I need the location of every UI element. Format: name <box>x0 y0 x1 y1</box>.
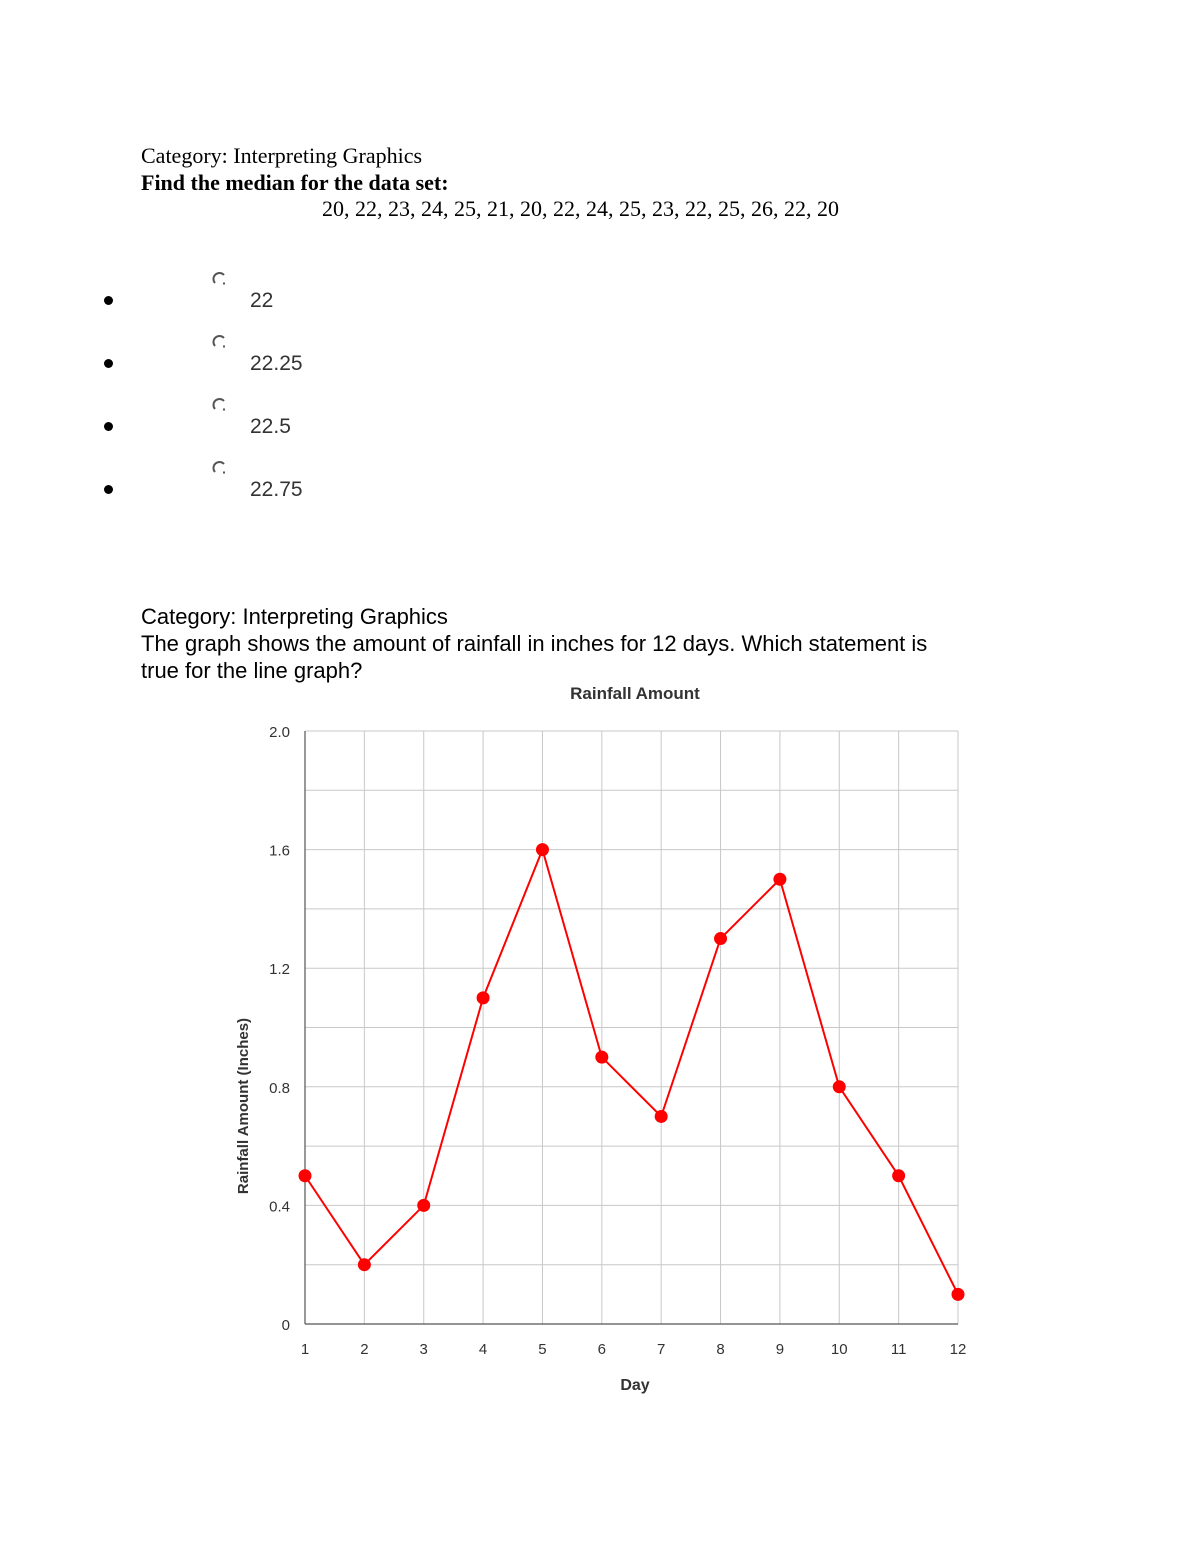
chart-grid <box>305 731 958 1324</box>
question-1-header <box>141 142 449 196</box>
y-axis-tick-labels <box>269 724 290 1334</box>
data-point <box>417 1199 430 1212</box>
y-tick-label: 0 <box>281 1317 290 1334</box>
bullet-icon <box>104 422 113 431</box>
answer-option-label: 22.25 <box>250 352 303 375</box>
data-point <box>536 843 549 856</box>
data-point <box>477 991 490 1004</box>
bullet-icon <box>104 485 113 494</box>
data-point <box>358 1258 371 1271</box>
radio-button-icon[interactable] <box>212 460 227 475</box>
x-tick-label: 6 <box>597 1341 606 1358</box>
x-tick-label: 4 <box>478 1341 488 1358</box>
radio-button-icon[interactable] <box>212 397 227 412</box>
x-tick-label: 3 <box>419 1341 428 1358</box>
question-2-category: Category: Interpreting Graphics <box>141 604 448 629</box>
data-point <box>299 1169 312 1182</box>
x-tick-label: 12 <box>949 1341 967 1358</box>
answer-option-label: 22.5 <box>250 415 291 438</box>
data-point <box>655 1110 668 1123</box>
x-axis-label: Day <box>620 1377 650 1394</box>
radio-button-icon[interactable] <box>212 271 227 286</box>
y-tick-label: 1.2 <box>269 961 290 979</box>
x-tick-label: 11 <box>890 1341 907 1358</box>
data-point <box>833 1080 846 1093</box>
data-point <box>952 1288 965 1301</box>
bullet-icon <box>104 296 113 305</box>
y-tick-label: 2.0 <box>269 724 290 741</box>
question-1-prompt: Find the median for the data set: <box>141 170 449 195</box>
chart-series <box>299 843 965 1301</box>
x-tick-label: 9 <box>775 1341 785 1358</box>
radio-button-icon[interactable] <box>212 334 227 349</box>
chart-title: Rainfall Amount <box>570 684 700 703</box>
x-tick-label: 10 <box>830 1341 848 1358</box>
answer-option[interactable] <box>0 454 400 514</box>
rainfall-line-chart <box>0 670 1200 1410</box>
question-1-category: Category: Interpreting Graphics <box>141 143 423 168</box>
y-tick-label: 0.8 <box>269 1079 290 1097</box>
x-tick-label: 1 <box>300 1341 310 1358</box>
question-1-data-set: 20, 22, 23, 24, 25, 21, 20, 22, 24, 25, 23, 22, 25, 26, 22, 20 <box>322 196 839 221</box>
data-point <box>773 873 786 886</box>
x-tick-label: 7 <box>657 1341 666 1358</box>
answer-option-label: 22 <box>250 289 274 312</box>
x-axis-tick-labels <box>301 1341 967 1358</box>
x-tick-label: 5 <box>538 1341 547 1358</box>
data-point <box>714 932 727 945</box>
question-2-prompt-line-1: The graph shows the amount of rainfall in inches for 12 days. Which statement is <box>141 631 928 656</box>
y-tick-label: 0.4 <box>269 1198 290 1216</box>
y-axis-label: Rainfall Amount (Inches) <box>235 1017 252 1195</box>
bullet-icon <box>104 359 113 368</box>
answer-option[interactable] <box>0 328 400 388</box>
answer-option[interactable] <box>0 265 400 325</box>
answer-option-label: 22.75 <box>250 478 303 501</box>
data-point <box>595 1051 608 1064</box>
y-tick-label: 1.6 <box>269 842 290 860</box>
question-2-prompt-line-2: true for the line graph? <box>141 658 363 683</box>
answer-option[interactable] <box>0 391 400 451</box>
x-tick-label: 8 <box>716 1341 725 1358</box>
data-point <box>892 1169 905 1182</box>
x-tick-label: 2 <box>360 1341 369 1358</box>
series-line <box>305 850 958 1295</box>
